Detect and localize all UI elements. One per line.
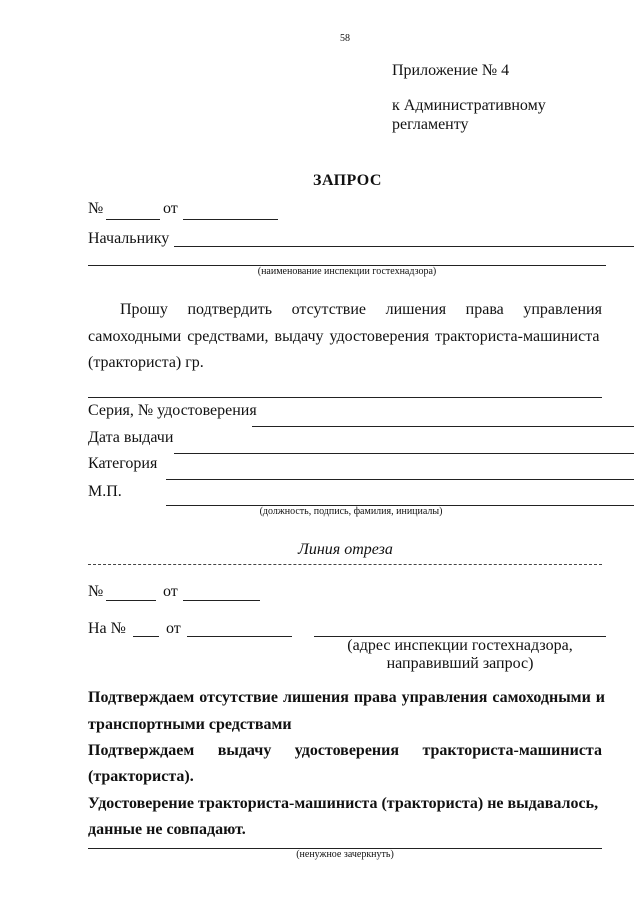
addressee-label: Начальнику xyxy=(88,230,170,247)
paragraph-word: подтвердить xyxy=(187,301,273,318)
response-number-line xyxy=(106,600,156,601)
reference-number-label: На № xyxy=(88,620,126,637)
inspection-address-caption-line1: (адрес инспекции гостехнадзора, xyxy=(347,637,573,654)
confirmation-option-2-line1 xyxy=(88,742,602,760)
category-label: Категория xyxy=(88,455,158,472)
response-date-line xyxy=(183,600,260,601)
paragraph-word: лишения xyxy=(385,301,447,318)
confirmation-option-3-line2: данные не совпадают. xyxy=(88,821,246,838)
confirmation-option-1-line2: транспортными средствами xyxy=(88,716,292,733)
paragraph-word: Прошу xyxy=(120,301,168,318)
issue-date-line xyxy=(174,453,634,454)
inspection-name-caption: (наименование инспекции гостехнадзора) xyxy=(257,266,437,277)
appendix-title: Приложение № 4 xyxy=(392,62,510,79)
response-number-label: № xyxy=(88,583,104,600)
confirmation-option-3-line1: Удостоверение тракториста-машиниста (тракториста) не выдавалось, xyxy=(88,795,599,812)
reference-date-label: от xyxy=(166,620,181,637)
request-paragraph-line3: (тракториста) гр. xyxy=(88,354,204,371)
request-number-label: № xyxy=(88,200,104,217)
appendix-reference-line2: регламенту xyxy=(392,116,469,133)
appendix-reference-line1: к Административному xyxy=(392,97,546,114)
citizen-name-line xyxy=(88,397,602,398)
confirmation-option-2-line2: (тракториста). xyxy=(88,768,194,785)
stamp-label: М.П. xyxy=(88,483,122,500)
signature-caption: (должность, подпись, фамилия, инициалы) xyxy=(259,506,443,517)
confirmation-word: удостоверения xyxy=(294,742,400,759)
addressee-line xyxy=(174,246,634,247)
request-number-line xyxy=(106,219,160,220)
request-date-line xyxy=(183,219,278,220)
inspection-address-caption-line2: направивший запрос) xyxy=(386,655,534,672)
request-paragraph-line1 xyxy=(120,301,602,319)
category-line xyxy=(166,479,634,480)
reference-date-line xyxy=(187,636,292,637)
request-date-label: от xyxy=(163,200,178,217)
confirmation-option-1-line1: Подтверждаем отсутствие лишения права управления самоходными и xyxy=(88,689,606,706)
confirmation-word: выдачу xyxy=(217,742,272,759)
cut-line xyxy=(88,564,602,565)
cut-line-label: Линия отреза xyxy=(298,541,393,558)
certificate-series-line xyxy=(252,426,634,427)
document-title: ЗАПРОС xyxy=(313,172,382,189)
request-paragraph-line2: самоходными средствами, выдачу удостоверения тракториста-машиниста xyxy=(88,328,600,345)
strike-out-caption: (ненужное зачеркнуть) xyxy=(296,849,394,860)
paragraph-word: права xyxy=(465,301,504,318)
certificate-series-label: Серия, № удостоверения xyxy=(88,402,257,419)
confirmation-word: Подтверждаем xyxy=(88,742,195,759)
paragraph-word: управления xyxy=(523,301,602,318)
issue-date-label: Дата выдачи xyxy=(88,429,174,446)
confirmation-word: тракториста-машиниста xyxy=(422,742,602,759)
response-date-label: от xyxy=(163,583,178,600)
paragraph-word: отсутствие xyxy=(291,301,367,318)
reference-number-line xyxy=(133,636,159,637)
page-number: 58 xyxy=(340,33,350,44)
